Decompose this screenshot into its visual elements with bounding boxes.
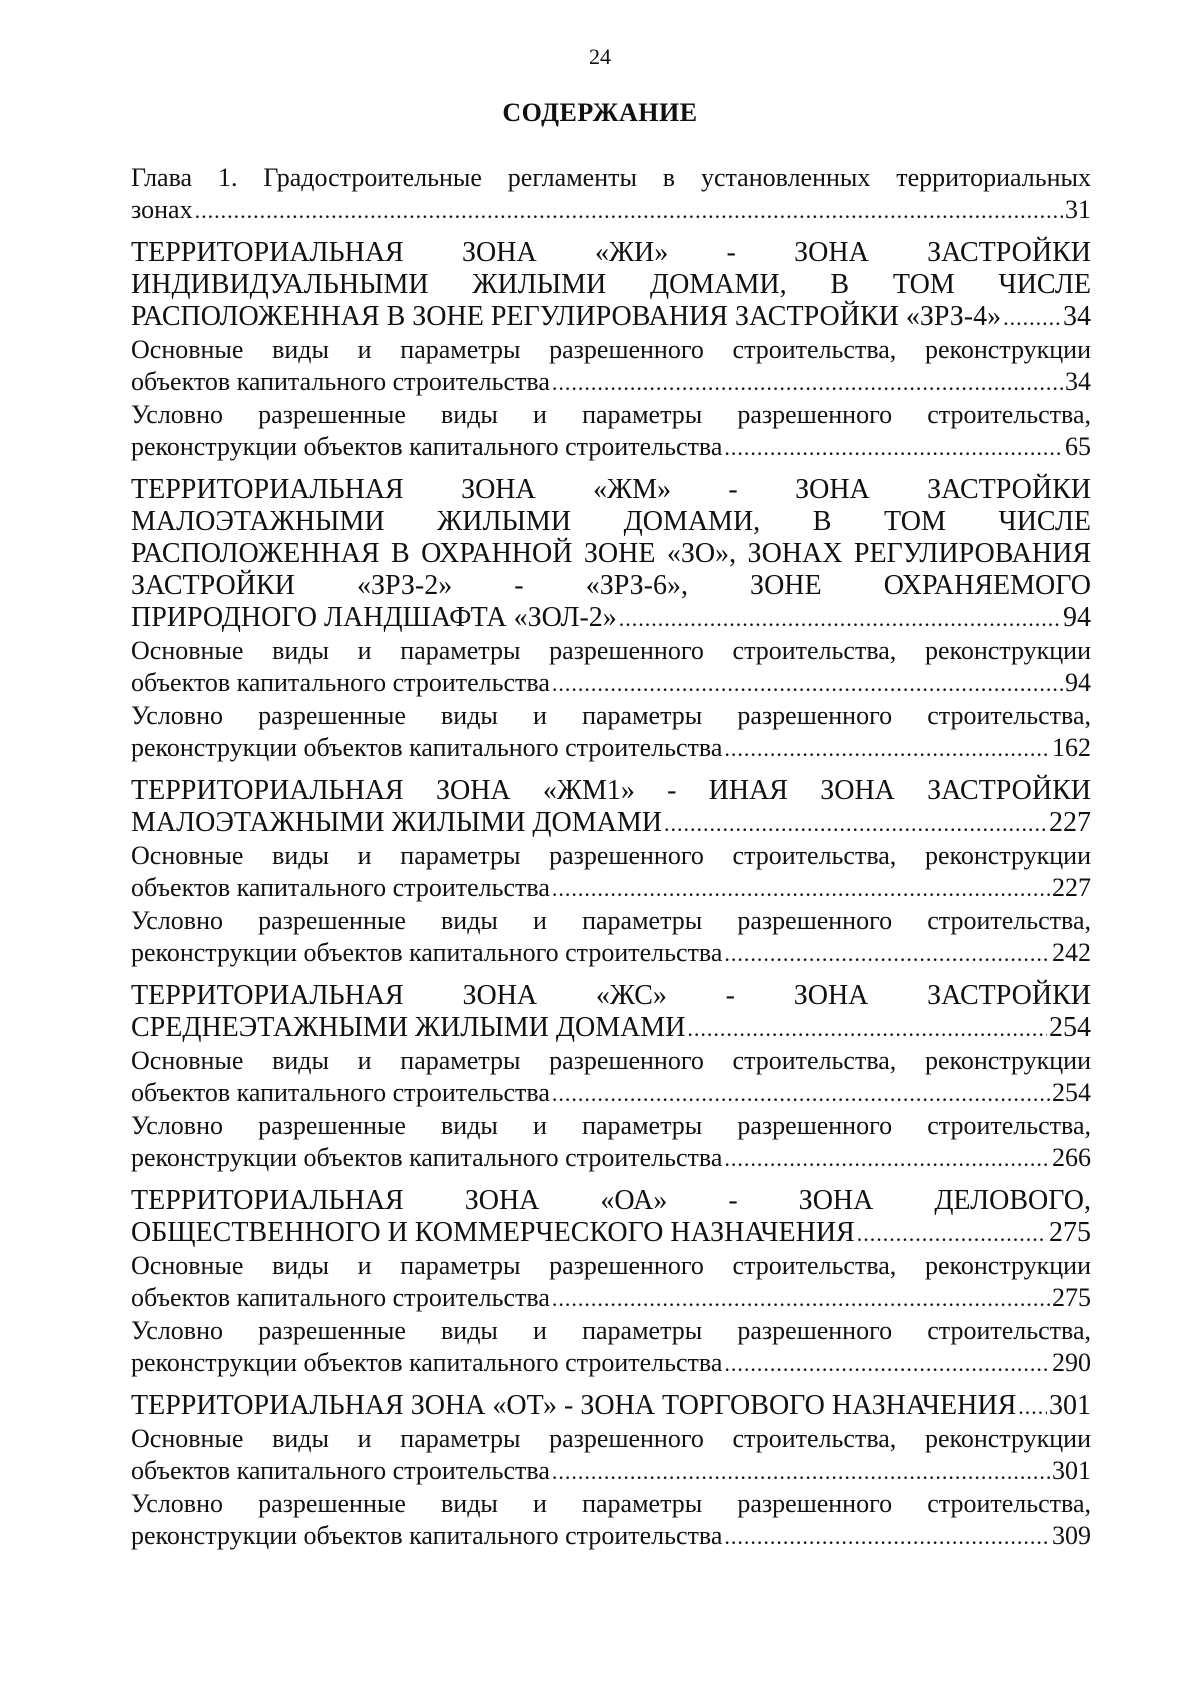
dot-leader: [724, 1347, 1050, 1380]
toc-entry-text-end: ПРИРОДНОГО ЛАНДШАФТА «ЗОЛ-2»: [131, 602, 617, 633]
toc-chapter-entry: [131, 162, 1091, 227]
toc-zone-entry: [131, 775, 1091, 840]
toc-zone-entry: [131, 1185, 1091, 1250]
toc-entry-text-end: реконструкции объектов капитального строительства: [131, 432, 723, 461]
dot-leader: [724, 431, 1063, 464]
toc-page-number: 301: [1052, 1456, 1091, 1485]
toc-entry-text: ТЕРРИТОРИАЛЬНАЯ ЗОНА «ЖИ» - ЗОНА ЗАСТРОЙКИ ИНДИВИДУАЛЬНЫМИ ЖИЛЫМИ ДОМАМИ, В ТОМ ЧИСЛЕ: [131, 237, 1091, 300]
toc-page-number: 254: [1049, 1012, 1091, 1043]
toc-subentry: [131, 1045, 1091, 1110]
toc-entry-text-end: объектов капитального строительства: [131, 1456, 550, 1485]
dot-leader: [552, 1455, 1050, 1488]
toc-entry-text-end: РАСПОЛОЖЕННАЯ В ЗОНЕ РЕГУЛИРОВАНИЯ ЗАСТРОЙКИ «ЗРЗ-4»: [131, 301, 1002, 332]
toc-entry-text-end: реконструкции объектов капитального строительства: [131, 1521, 723, 1550]
toc-entry-last-line: [131, 1282, 1091, 1315]
toc-subentry: [131, 635, 1091, 700]
toc-page-number: 31: [1065, 195, 1091, 224]
dot-leader: [552, 667, 1063, 700]
toc-page-number: 162: [1052, 733, 1091, 762]
toc-page-number: 254: [1052, 1078, 1091, 1107]
toc-entry-text: Основные виды и параметры разрешенного строительства, реконструкции: [131, 1424, 1091, 1453]
toc-page-number: 301: [1049, 1390, 1091, 1421]
toc-entry-last-line: [131, 1390, 1091, 1423]
toc-entry-text-end: объектов капитального строительства: [131, 668, 550, 697]
toc-entry-text: Условно разрешенные виды и параметры разрешенного строительства,: [131, 1111, 1091, 1140]
dot-leader: [1003, 301, 1061, 334]
dot-leader: [857, 1217, 1047, 1250]
dot-leader: [195, 194, 1063, 227]
toc-entry-text: Основные виды и параметры разрешенного строительства, реконструкции: [131, 841, 1091, 870]
toc-entry-last-line: [131, 301, 1091, 334]
toc-entry-text: ТЕРРИТОРИАЛЬНАЯ ЗОНА «ЖМ» - ЗОНА ЗАСТРОЙКИ МАЛОЭТАЖНЫМИ ЖИЛЫМИ ДОМАМИ, В ТОМ ЧИСЛЕ РАСПОЛОЖЕННАЯ В ОХРАННОЙ ЗОНЕ «ЗО», ЗОНАХ РЕГУЛИРОВАНИЯ ЗАСТРОЙКИ «ЗРЗ-2» - «ЗРЗ-6», ЗОНЕ ОХРАНЯЕМОГО: [131, 474, 1091, 601]
toc-entry-text: ТЕРРИТОРИАЛЬНАЯ ЗОНА «ЖС» - ЗОНА ЗАСТРОЙКИ: [131, 980, 1091, 1011]
toc-subentry: [131, 1315, 1091, 1380]
toc-page-number: 290: [1052, 1348, 1091, 1377]
page-number: 24: [589, 44, 611, 69]
toc-page-number: 266: [1052, 1143, 1091, 1172]
toc-page-number: 309: [1052, 1521, 1091, 1550]
toc-page-number: 34: [1063, 301, 1091, 332]
toc-entry-last-line: [131, 732, 1091, 765]
dot-leader: [724, 937, 1050, 970]
toc-entry-last-line: [131, 366, 1091, 399]
dot-leader: [687, 1012, 1047, 1045]
toc-entry-text-end: объектов капитального строительства: [131, 1078, 550, 1107]
toc-entry-text-end: реконструкции объектов капитального строительства: [131, 1348, 723, 1377]
toc-entry-last-line: [131, 1077, 1091, 1110]
dot-leader: [724, 1520, 1050, 1553]
toc-entry-text-end: МАЛОЭТАЖНЫМИ ЖИЛЫМИ ДОМАМИ: [131, 807, 662, 838]
toc-entry-text-end: зонах: [131, 195, 193, 224]
toc-entry-text: Основные виды и параметры разрешенного строительства, реконструкции: [131, 1046, 1091, 1075]
page-title: СОДЕРЖАНИЕ: [502, 98, 698, 127]
toc-page-number: 227: [1052, 873, 1091, 902]
toc-entry-last-line: [131, 1520, 1091, 1553]
toc-page-number: 94: [1065, 668, 1091, 697]
toc-entry-last-line: [131, 1012, 1091, 1045]
toc-entry-text: Основные виды и параметры разрешенного строительства, реконструкции: [131, 335, 1091, 364]
toc-entry-text: ТЕРРИТОРИАЛЬНАЯ ЗОНА «ЖМ1» - ИНАЯ ЗОНА ЗАСТРОЙКИ: [131, 775, 1091, 806]
toc-entry-text-end: объектов капитального строительства: [131, 1283, 550, 1312]
toc-entry-text-end: СРЕДНЕЭТАЖНЫМИ ЖИЛЫМИ ДОМАМИ: [131, 1012, 686, 1043]
toc-page-number: 242: [1052, 938, 1091, 967]
toc-zone-entry: [131, 237, 1091, 334]
toc-entry-last-line: [131, 872, 1091, 905]
toc-entry-text-end: ТЕРРИТОРИАЛЬНАЯ ЗОНА «ОТ» - ЗОНА ТОРГОВОГО НАЗНАЧЕНИЯ: [131, 1390, 1017, 1421]
dot-leader: [664, 807, 1047, 840]
toc-entry-last-line: [131, 431, 1091, 464]
toc-page-number: 227: [1049, 807, 1091, 838]
toc-subentry: [131, 700, 1091, 765]
toc-entry-text-end: реконструкции объектов капитального строительства: [131, 1143, 723, 1172]
toc-entry-last-line: [131, 1455, 1091, 1488]
toc-entry-text: Основные виды и параметры разрешенного строительства, реконструкции: [131, 1251, 1091, 1280]
toc-subentry: [131, 399, 1091, 464]
toc-zone-entry: [131, 1390, 1091, 1423]
toc-entry-text: Основные виды и параметры разрешенного строительства, реконструкции: [131, 636, 1091, 665]
toc-entry-text: Условно разрешенные виды и параметры разрешенного строительства,: [131, 906, 1091, 935]
toc-subentry: [131, 1110, 1091, 1175]
toc-entry-text-end: объектов капитального строительства: [131, 873, 550, 902]
toc-entry-text-end: реконструкции объектов капитального строительства: [131, 733, 723, 762]
toc-entry-last-line: [131, 937, 1091, 970]
dot-leader: [619, 602, 1061, 635]
toc-page-number: 34: [1065, 367, 1091, 396]
toc-entry-text: Условно разрешенные виды и параметры разрешенного строительства,: [131, 1316, 1091, 1345]
dot-leader: [552, 366, 1063, 399]
toc-subentry: [131, 334, 1091, 399]
toc-subentry: [131, 1423, 1091, 1488]
toc-entry-last-line: [131, 667, 1091, 700]
toc-entry-text: Глава 1. Градостроительные регламенты в установленных территориальных: [131, 163, 1091, 192]
dot-leader: [552, 1077, 1050, 1110]
toc-entry-text: Условно разрешенные виды и параметры разрешенного строительства,: [131, 400, 1091, 429]
toc-entry-last-line: [131, 602, 1091, 635]
toc-subentry: [131, 840, 1091, 905]
dot-leader: [724, 1142, 1050, 1175]
toc-entry-text-end: реконструкции объектов капитального строительства: [131, 938, 723, 967]
toc-entry-text-end: объектов капитального строительства: [131, 367, 550, 396]
toc-entry-last-line: [131, 807, 1091, 840]
toc-entry-text-end: ОБЩЕСТВЕННОГО И КОММЕРЧЕСКОГО НАЗНАЧЕНИЯ: [131, 1217, 855, 1248]
toc-zone-entry: [131, 474, 1091, 635]
dot-leader: [552, 1282, 1050, 1315]
toc-page-number: 94: [1063, 602, 1091, 633]
toc-subentry: [131, 1250, 1091, 1315]
toc-page-number: 65: [1065, 432, 1091, 461]
toc-entry-last-line: [131, 1347, 1091, 1380]
toc-entry-text: ТЕРРИТОРИАЛЬНАЯ ЗОНА «ОА» - ЗОНА ДЕЛОВОГО,: [131, 1185, 1091, 1216]
toc-entry-text: Условно разрешенные виды и параметры разрешенного строительства,: [131, 1489, 1091, 1518]
toc-entry-text: Условно разрешенные виды и параметры разрешенного строительства,: [131, 701, 1091, 730]
dot-leader: [724, 732, 1050, 765]
toc-entry-last-line: [131, 1142, 1091, 1175]
toc-entry-last-line: [131, 1217, 1091, 1250]
toc-page-number: 275: [1049, 1217, 1091, 1248]
table-of-contents: [131, 162, 1091, 1553]
toc-subentry: [131, 1488, 1091, 1553]
dot-leader: [552, 872, 1050, 905]
toc-subentry: [131, 905, 1091, 970]
toc-entry-last-line: [131, 194, 1091, 227]
toc-page-number: 275: [1052, 1283, 1091, 1312]
dot-leader: [1018, 1390, 1047, 1423]
toc-zone-entry: [131, 980, 1091, 1045]
